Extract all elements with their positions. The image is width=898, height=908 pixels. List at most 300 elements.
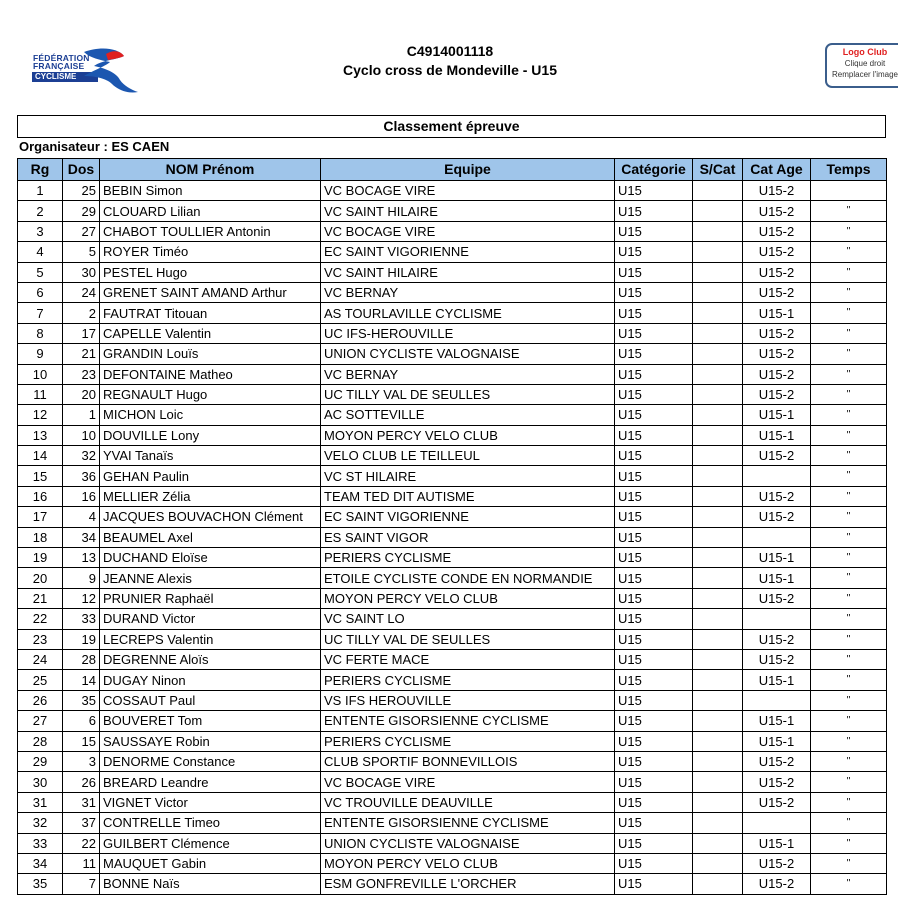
cell-age-category: U15-2: [743, 588, 811, 608]
table-row: [18, 405, 887, 425]
cell-subcategory: [693, 466, 743, 486]
cell-time: ": [811, 588, 887, 608]
cell-team: VC SAINT LO: [321, 609, 615, 629]
cell-rank: 17: [18, 507, 63, 527]
cell-category: U15: [615, 772, 693, 792]
cell-age-category: U15-2: [743, 629, 811, 649]
cell-category: U15: [615, 344, 693, 364]
cell-subcategory: [693, 751, 743, 771]
cell-age-category: U15-2: [743, 792, 811, 812]
cell-subcategory: [693, 201, 743, 221]
cell-time: ": [811, 221, 887, 241]
cell-name: COSSAUT Paul: [100, 690, 321, 710]
table-row: [18, 629, 887, 649]
organisateur-label: Organisateur : ES CAEN: [19, 139, 170, 154]
cell-team: AC SOTTEVILLE: [321, 405, 615, 425]
cell-subcategory: [693, 670, 743, 690]
cell-age-category: U15-2: [743, 446, 811, 466]
cell-age-category: U15-2: [743, 853, 811, 873]
cell-team: UC TILLY VAL DE SEULLES: [321, 384, 615, 404]
cell-age-category: [743, 690, 811, 710]
cell-subcategory: [693, 221, 743, 241]
table-row: [18, 262, 887, 282]
cell-subcategory: [693, 181, 743, 201]
cell-time: ": [811, 364, 887, 384]
table-row: [18, 874, 887, 894]
cell-age-category: [743, 527, 811, 547]
cell-team: VC SAINT HILAIRE: [321, 201, 615, 221]
club-logo-title: Logo Club: [842, 47, 888, 57]
col-header-scat: S/Cat: [693, 159, 743, 181]
cell-rank: 14: [18, 446, 63, 466]
cell-team: UNION CYCLISTE VALOGNAISE: [321, 833, 615, 853]
cell-team: ETOILE CYCLISTE CONDE EN NORMANDIE: [321, 568, 615, 588]
table-row: [18, 609, 887, 629]
cell-age-category: U15-2: [743, 649, 811, 669]
cell-team: VC TROUVILLE DEAUVILLE: [321, 792, 615, 812]
cell-subcategory: [693, 364, 743, 384]
cell-time: ": [811, 466, 887, 486]
cell-subcategory: [693, 690, 743, 710]
cell-team: VC BERNAY: [321, 282, 615, 302]
cell-rank: 5: [18, 262, 63, 282]
col-header-temps: Temps: [811, 159, 887, 181]
cell-bib: 28: [63, 649, 100, 669]
cell-age-category: U15-1: [743, 405, 811, 425]
cell-name: BONNE Naïs: [100, 874, 321, 894]
cell-rank: 28: [18, 731, 63, 751]
cell-category: U15: [615, 548, 693, 568]
cell-name: GRANDIN Louïs: [100, 344, 321, 364]
cell-time: ": [811, 303, 887, 323]
cell-name: MELLIER Zélia: [100, 486, 321, 506]
cell-category: U15: [615, 201, 693, 221]
table-row: [18, 813, 887, 833]
cell-category: U15: [615, 303, 693, 323]
logo-text-cyclisme: CYCLISME: [35, 72, 77, 81]
cell-time: ": [811, 711, 887, 731]
cell-bib: 1: [63, 405, 100, 425]
cell-rank: 24: [18, 649, 63, 669]
cell-age-category: U15-2: [743, 181, 811, 201]
cell-name: VIGNET Victor: [100, 792, 321, 812]
cell-category: U15: [615, 323, 693, 343]
cell-time: [811, 181, 887, 201]
cell-name: BEBIN Simon: [100, 181, 321, 201]
cell-team: VC BERNAY: [321, 364, 615, 384]
cell-bib: 12: [63, 588, 100, 608]
cell-bib: 32: [63, 446, 100, 466]
cell-time: ": [811, 527, 887, 547]
cell-name: DOUVILLE Lony: [100, 425, 321, 445]
cell-team: ENTENTE GISORSIENNE CYCLISME: [321, 813, 615, 833]
cell-bib: 17: [63, 323, 100, 343]
table-row: [18, 751, 887, 771]
table-row: [18, 670, 887, 690]
col-header-nom: NOM Prénom: [100, 159, 321, 181]
cell-category: U15: [615, 384, 693, 404]
cell-rank: 18: [18, 527, 63, 547]
cell-category: U15: [615, 588, 693, 608]
cell-subcategory: [693, 609, 743, 629]
cell-subcategory: [693, 649, 743, 669]
cell-name: LECREPS Valentin: [100, 629, 321, 649]
cell-time: ": [811, 384, 887, 404]
cell-age-category: U15-1: [743, 425, 811, 445]
cell-subcategory: [693, 323, 743, 343]
cell-time: ": [811, 344, 887, 364]
cell-category: U15: [615, 425, 693, 445]
cell-category: U15: [615, 813, 693, 833]
cell-age-category: U15-2: [743, 772, 811, 792]
table-row: [18, 690, 887, 710]
cell-category: U15: [615, 568, 693, 588]
table-row: [18, 344, 887, 364]
cell-age-category: [743, 466, 811, 486]
cell-time: ": [811, 629, 887, 649]
cell-bib: 2: [63, 303, 100, 323]
cell-subcategory: [693, 833, 743, 853]
cell-age-category: [743, 609, 811, 629]
cell-team: CLUB SPORTIF BONNEVILLOIS: [321, 751, 615, 771]
cell-time: ": [811, 262, 887, 282]
cell-bib: 21: [63, 344, 100, 364]
cell-age-category: [743, 813, 811, 833]
cell-bib: 36: [63, 466, 100, 486]
cell-name: PRUNIER Raphaël: [100, 588, 321, 608]
cell-age-category: U15-2: [743, 323, 811, 343]
cell-name: FAUTRAT Titouan: [100, 303, 321, 323]
cell-name: DEFONTAINE Matheo: [100, 364, 321, 384]
cell-name: CAPELLE Valentin: [100, 323, 321, 343]
cell-bib: 24: [63, 282, 100, 302]
cell-subcategory: [693, 731, 743, 751]
race-code: C4914001118: [406, 43, 494, 59]
results-table: [17, 158, 887, 895]
cell-rank: 32: [18, 813, 63, 833]
table-row: [18, 364, 887, 384]
cell-time: ": [811, 792, 887, 812]
cell-age-category: U15-1: [743, 711, 811, 731]
cell-bib: 30: [63, 262, 100, 282]
table-row: [18, 323, 887, 343]
cell-time: ": [811, 731, 887, 751]
cell-age-category: U15-2: [743, 364, 811, 384]
cell-name: REGNAULT Hugo: [100, 384, 321, 404]
col-header-catage: Cat Age: [743, 159, 811, 181]
table-row: [18, 466, 887, 486]
cell-bib: 27: [63, 221, 100, 241]
cell-subcategory: [693, 507, 743, 527]
cell-subcategory: [693, 384, 743, 404]
cell-category: U15: [615, 751, 693, 771]
cell-bib: 16: [63, 486, 100, 506]
cell-name: JACQUES BOUVACHON Clément: [100, 507, 321, 527]
cell-rank: 1: [18, 181, 63, 201]
cell-bib: 37: [63, 813, 100, 833]
cell-age-category: U15-2: [743, 344, 811, 364]
cell-age-category: U15-1: [743, 670, 811, 690]
cell-rank: 31: [18, 792, 63, 812]
col-header-dos: Dos: [63, 159, 100, 181]
cell-rank: 27: [18, 711, 63, 731]
cell-rank: 34: [18, 853, 63, 873]
cell-name: GRENET SAINT AMAND Arthur: [100, 282, 321, 302]
cell-bib: 11: [63, 853, 100, 873]
cell-name: CLOUARD Lilian: [100, 201, 321, 221]
cell-team: MOYON PERCY VELO CLUB: [321, 853, 615, 873]
cell-name: MICHON Loic: [100, 405, 321, 425]
cell-age-category: U15-2: [743, 201, 811, 221]
table-row: [18, 425, 887, 445]
cell-name: BEAUMEL Axel: [100, 527, 321, 547]
logo-text-federation: FÉDÉRATION: [33, 53, 90, 63]
cell-bib: 7: [63, 874, 100, 894]
cell-bib: 26: [63, 772, 100, 792]
cell-subcategory: [693, 527, 743, 547]
cell-rank: 8: [18, 323, 63, 343]
col-header-equipe: Equipe: [321, 159, 615, 181]
cell-rank: 20: [18, 568, 63, 588]
cell-age-category: U15-2: [743, 242, 811, 262]
cell-name: MAUQUET Gabin: [100, 853, 321, 873]
cell-rank: 21: [18, 588, 63, 608]
cell-subcategory: [693, 792, 743, 812]
cell-bib: 6: [63, 711, 100, 731]
cell-bib: 23: [63, 364, 100, 384]
cell-time: ": [811, 772, 887, 792]
cell-category: U15: [615, 609, 693, 629]
cell-category: U15: [615, 221, 693, 241]
cell-team: VC FERTE MACE: [321, 649, 615, 669]
cell-team: ESM GONFREVILLE L'ORCHER: [321, 874, 615, 894]
cell-category: U15: [615, 670, 693, 690]
cell-category: U15: [615, 874, 693, 894]
cell-time: ": [811, 446, 887, 466]
cell-subcategory: [693, 588, 743, 608]
cell-name: GEHAN Paulin: [100, 466, 321, 486]
cell-category: U15: [615, 690, 693, 710]
col-header-rg: Rg: [18, 159, 63, 181]
cell-time: ": [811, 242, 887, 262]
cell-name: DURAND Victor: [100, 609, 321, 629]
club-logo-hint-1: Clique droit: [844, 59, 886, 68]
cell-category: U15: [615, 629, 693, 649]
cell-subcategory: [693, 568, 743, 588]
cell-category: U15: [615, 364, 693, 384]
table-row: [18, 507, 887, 527]
cell-name: YVAI Tanaïs: [100, 446, 321, 466]
cell-rank: 2: [18, 201, 63, 221]
table-row: [18, 568, 887, 588]
cell-subcategory: [693, 813, 743, 833]
cell-time: ": [811, 507, 887, 527]
cell-subcategory: [693, 303, 743, 323]
table-row: [18, 303, 887, 323]
cell-rank: 13: [18, 425, 63, 445]
cell-rank: 25: [18, 670, 63, 690]
logo-text-francaise: FRANÇAISE: [33, 61, 85, 71]
cell-time: ": [811, 609, 887, 629]
table-header-row: [18, 159, 887, 181]
cell-name: PESTEL Hugo: [100, 262, 321, 282]
cell-name: DENORME Constance: [100, 751, 321, 771]
cell-category: U15: [615, 792, 693, 812]
cell-team: ENTENTE GISORSIENNE CYCLISME: [321, 711, 615, 731]
cell-team: UC TILLY VAL DE SEULLES: [321, 629, 615, 649]
table-row: [18, 486, 887, 506]
cell-category: U15: [615, 527, 693, 547]
cell-name: DUGAY Ninon: [100, 670, 321, 690]
table-row: [18, 853, 887, 873]
cell-team: VS IFS HEROUVILLE: [321, 690, 615, 710]
cell-category: U15: [615, 853, 693, 873]
table-row: [18, 221, 887, 241]
cell-time: ": [811, 649, 887, 669]
cell-subcategory: [693, 711, 743, 731]
cell-time: ": [811, 670, 887, 690]
cell-team: VC ST HILAIRE: [321, 466, 615, 486]
cell-team: VC BOCAGE VIRE: [321, 181, 615, 201]
cell-team: PERIERS CYCLISME: [321, 670, 615, 690]
cell-name: JEANNE Alexis: [100, 568, 321, 588]
table-row: [18, 792, 887, 812]
section-title: Classement épreuve: [17, 115, 886, 138]
club-logo-placeholder: [825, 43, 898, 88]
cell-name: CONTRELLE Timeo: [100, 813, 321, 833]
cell-time: ": [811, 874, 887, 894]
cell-age-category: U15-2: [743, 282, 811, 302]
ffc-logo: [30, 46, 142, 96]
cell-category: U15: [615, 282, 693, 302]
cell-subcategory: [693, 405, 743, 425]
cell-time: ": [811, 833, 887, 853]
cell-rank: 26: [18, 690, 63, 710]
cell-rank: 11: [18, 384, 63, 404]
cell-subcategory: [693, 772, 743, 792]
cell-time: ": [811, 690, 887, 710]
cell-age-category: U15-2: [743, 262, 811, 282]
cell-team: TEAM TED DIT AUTISME: [321, 486, 615, 506]
cell-rank: 30: [18, 772, 63, 792]
cell-age-category: U15-1: [743, 568, 811, 588]
cell-team: VELO CLUB LE TEILLEUL: [321, 446, 615, 466]
cell-rank: 7: [18, 303, 63, 323]
cell-team: MOYON PERCY VELO CLUB: [321, 588, 615, 608]
cell-time: ": [811, 548, 887, 568]
cell-subcategory: [693, 629, 743, 649]
cell-age-category: U15-1: [743, 548, 811, 568]
cell-bib: 22: [63, 833, 100, 853]
table-row: [18, 711, 887, 731]
cell-name: SAUSSAYE Robin: [100, 731, 321, 751]
ffc-swoosh-icon: [80, 46, 142, 96]
cell-time: ": [811, 282, 887, 302]
cell-team: PERIERS CYCLISME: [321, 731, 615, 751]
cell-team: VC BOCAGE VIRE: [321, 221, 615, 241]
cell-time: ": [811, 405, 887, 425]
cell-bib: 3: [63, 751, 100, 771]
cell-age-category: U15-2: [743, 486, 811, 506]
cell-category: U15: [615, 711, 693, 731]
cell-time: ": [811, 323, 887, 343]
cell-team: UNION CYCLISTE VALOGNAISE: [321, 344, 615, 364]
cell-category: U15: [615, 486, 693, 506]
cell-team: AS TOURLAVILLE CYCLISME: [321, 303, 615, 323]
cell-time: ": [811, 201, 887, 221]
cell-rank: 4: [18, 242, 63, 262]
cell-age-category: U15-1: [743, 731, 811, 751]
cell-category: U15: [615, 466, 693, 486]
cell-category: U15: [615, 242, 693, 262]
col-header-categorie: Catégorie: [615, 159, 693, 181]
cell-subcategory: [693, 344, 743, 364]
cell-category: U15: [615, 649, 693, 669]
cell-category: U15: [615, 446, 693, 466]
cell-bib: 35: [63, 690, 100, 710]
club-logo-hint-2: Remplacer l'image: [832, 70, 898, 79]
cell-name: BREARD Leandre: [100, 772, 321, 792]
cell-team: EC SAINT VIGORIENNE: [321, 242, 615, 262]
cell-bib: 9: [63, 568, 100, 588]
cell-category: U15: [615, 731, 693, 751]
cell-subcategory: [693, 548, 743, 568]
cell-time: ": [811, 853, 887, 873]
cell-bib: 13: [63, 548, 100, 568]
cell-category: U15: [615, 507, 693, 527]
table-row: [18, 527, 887, 547]
cell-name: CHABOT TOULLIER Antonin: [100, 221, 321, 241]
cell-age-category: U15-2: [743, 751, 811, 771]
table-row: [18, 833, 887, 853]
cell-time: ": [811, 425, 887, 445]
cell-time: ": [811, 813, 887, 833]
cell-subcategory: [693, 446, 743, 466]
cell-category: U15: [615, 262, 693, 282]
cell-bib: 10: [63, 425, 100, 445]
cell-rank: 15: [18, 466, 63, 486]
cell-rank: 19: [18, 548, 63, 568]
table-row: [18, 772, 887, 792]
table-row: [18, 282, 887, 302]
cell-subcategory: [693, 262, 743, 282]
cell-bib: 29: [63, 201, 100, 221]
race-title: Cyclo cross de Mondeville - U15: [343, 62, 557, 78]
page-header: [300, 42, 600, 80]
cell-rank: 35: [18, 874, 63, 894]
table-row: [18, 242, 887, 262]
cell-category: U15: [615, 181, 693, 201]
cell-subcategory: [693, 853, 743, 873]
cell-name: BOUVERET Tom: [100, 711, 321, 731]
cell-time: ": [811, 751, 887, 771]
cell-rank: 3: [18, 221, 63, 241]
cell-name: DUCHAND Eloïse: [100, 548, 321, 568]
table-row: [18, 548, 887, 568]
cell-name: DEGRENNE Aloïs: [100, 649, 321, 669]
cell-age-category: U15-1: [743, 303, 811, 323]
table-row: [18, 588, 887, 608]
cell-category: U15: [615, 405, 693, 425]
cell-time: ": [811, 486, 887, 506]
table-row: [18, 446, 887, 466]
cell-age-category: U15-2: [743, 507, 811, 527]
cell-subcategory: [693, 874, 743, 894]
cell-rank: 29: [18, 751, 63, 771]
cell-bib: 34: [63, 527, 100, 547]
cell-rank: 16: [18, 486, 63, 506]
cell-age-category: U15-2: [743, 384, 811, 404]
